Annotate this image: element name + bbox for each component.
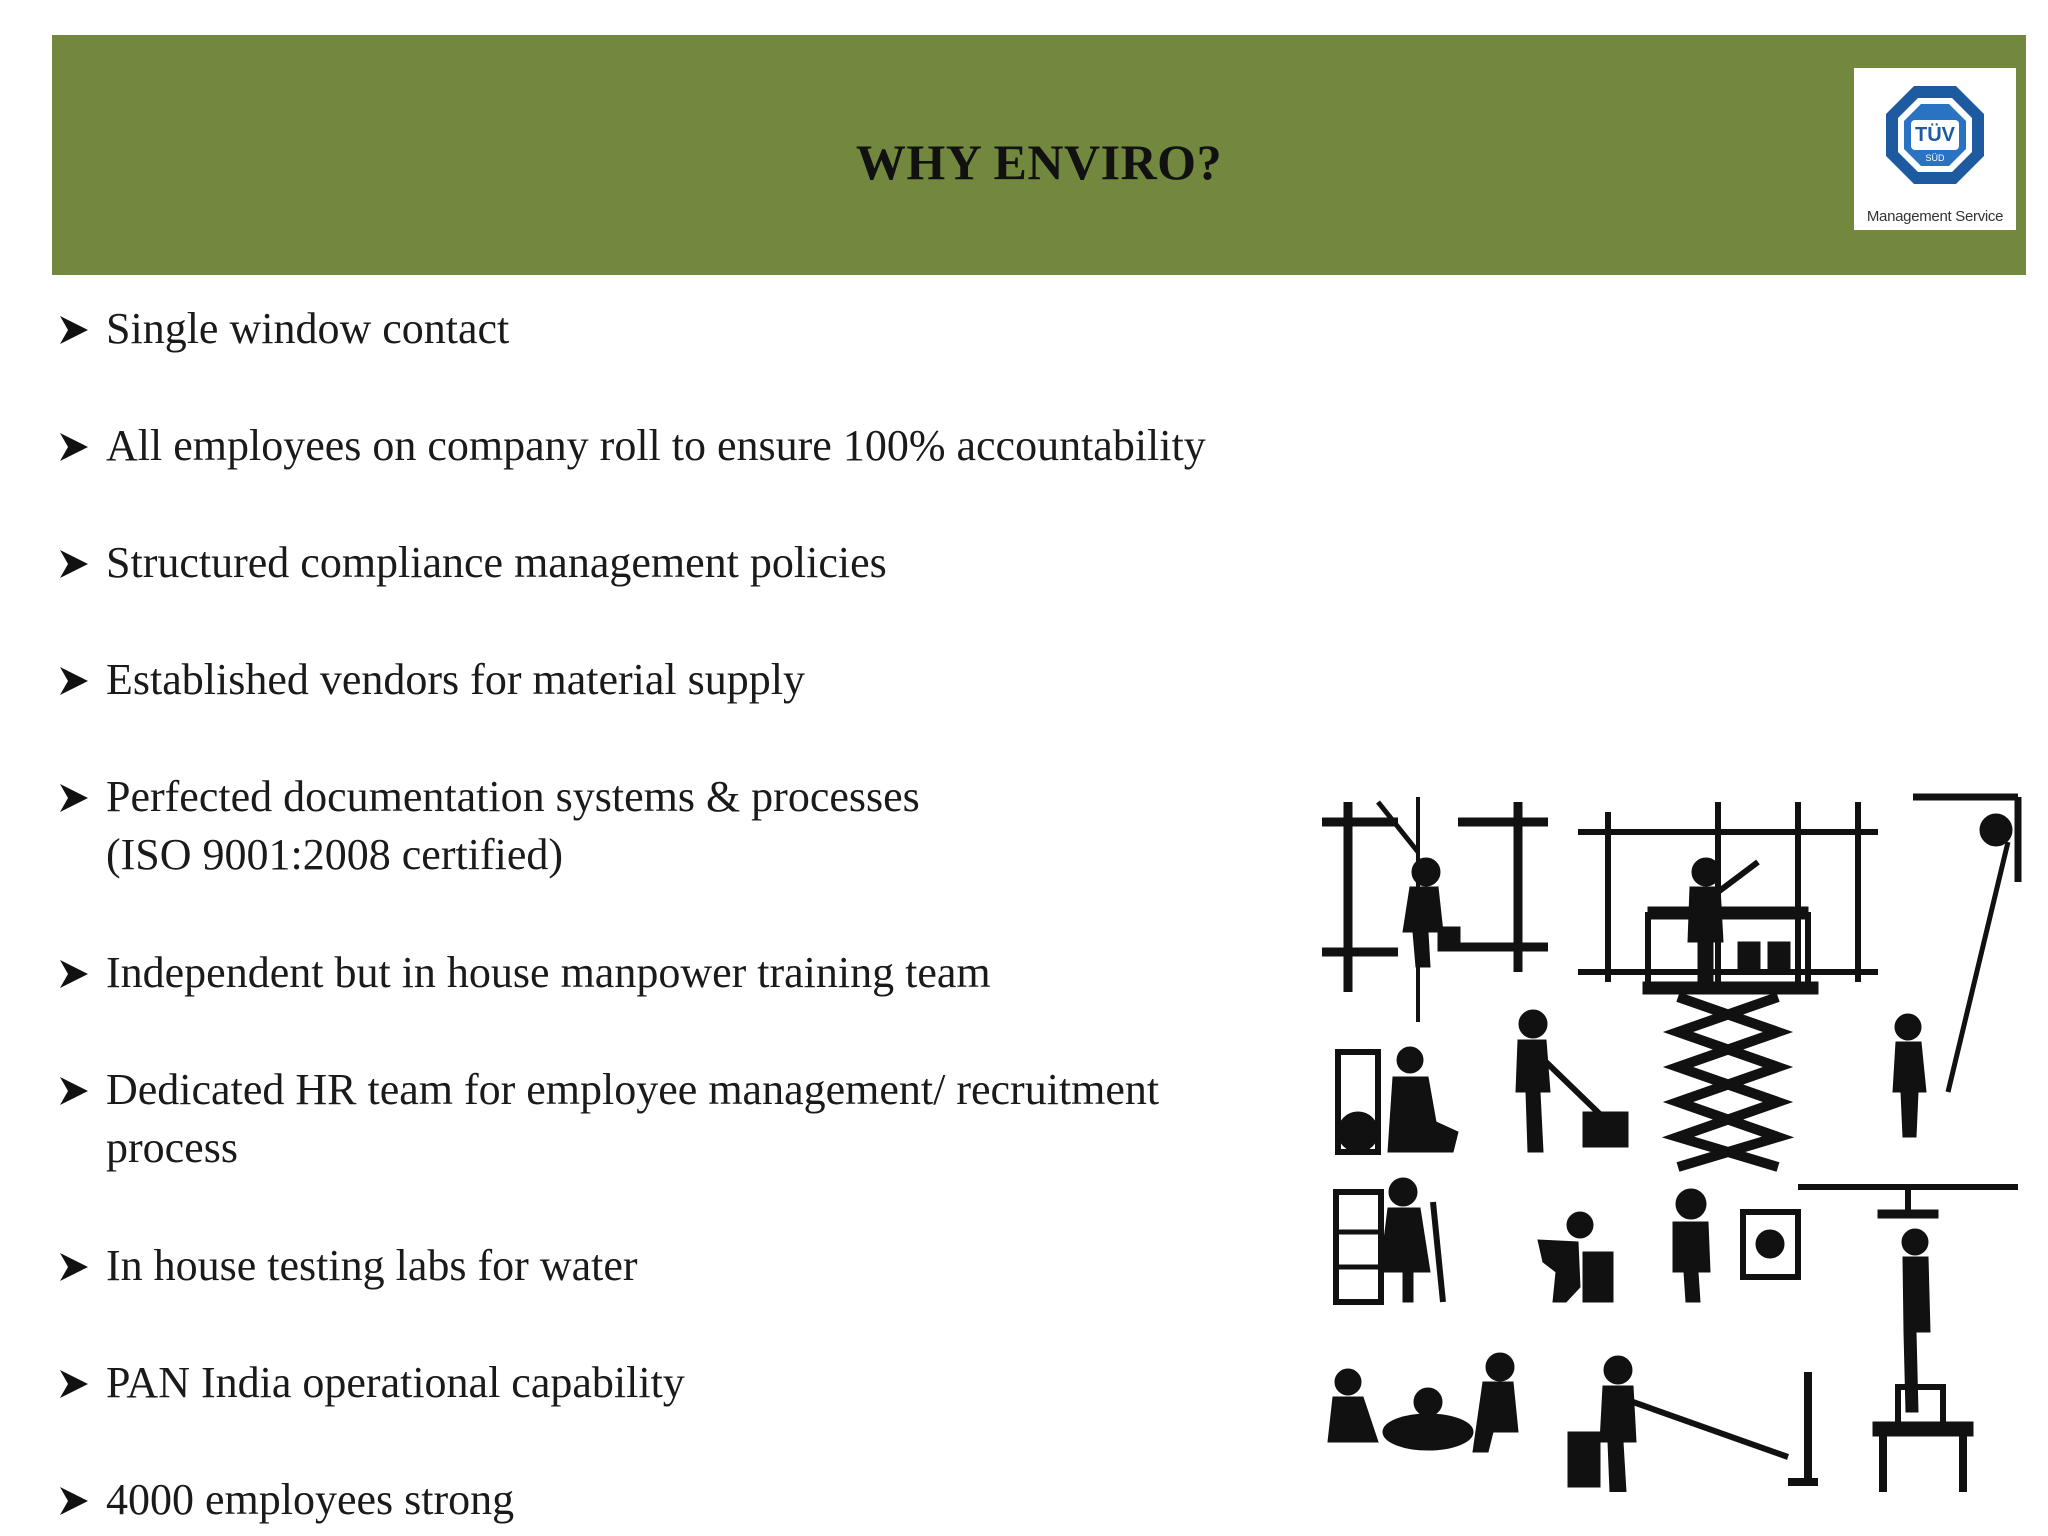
bullet-text: Dedicated HR team for employee management/ recruitment	[106, 1065, 1160, 1114]
arrow-bullet-icon	[58, 1075, 90, 1107]
bullet-text: Perfected documentation systems & processes	[106, 772, 920, 821]
tuv-sud-logo	[1854, 68, 2016, 230]
badge-text: TÜV	[1915, 124, 1955, 146]
bullet-item-7	[58, 1061, 1159, 1177]
tuv-badge-icon	[1854, 68, 2016, 208]
arrow-bullet-icon	[58, 314, 90, 346]
arrow-bullet-icon	[58, 958, 90, 990]
bullet-item-5	[58, 768, 920, 884]
slide-title: WHY ENVIRO?	[855, 134, 1223, 190]
bullet-item-10	[58, 1471, 514, 1529]
bullet-text: 4000 employees strong	[106, 1475, 515, 1524]
badge-sub: SÜD	[1925, 153, 1945, 163]
bullet-item-2	[58, 417, 1206, 475]
bullet-text: All employees on company roll to ensure 100% accountability	[106, 421, 1206, 470]
bullet-text: Structured compliance management policies	[106, 538, 887, 587]
bullet-text: Established vendors for material supply	[106, 655, 805, 704]
bullet-text: PAN India operational capability	[106, 1358, 685, 1407]
bullet-item-9	[58, 1354, 685, 1412]
bullet-text: Independent but in house manpower training team	[106, 948, 991, 997]
bullet-text: Single window contact	[106, 304, 510, 353]
arrow-bullet-icon	[58, 548, 90, 580]
bullet-text-continued: process	[106, 1123, 238, 1172]
bullet-item-3	[58, 534, 887, 592]
arrow-bullet-icon	[58, 782, 90, 814]
arrow-bullet-icon	[58, 431, 90, 463]
cleaning-workers-pictogram-icon	[1318, 792, 2022, 1492]
bullet-text: In house testing labs for water	[106, 1241, 638, 1290]
logo-caption: Management Service	[1866, 208, 2004, 225]
arrow-bullet-icon	[58, 1368, 90, 1400]
header-banner	[52, 35, 2026, 275]
bullet-item-8	[58, 1237, 638, 1295]
bullet-item-6	[58, 944, 991, 1002]
bullet-text-continued: (ISO 9001:2008 certified)	[106, 830, 563, 879]
bullet-item-1	[58, 300, 509, 358]
bullet-item-4	[58, 651, 805, 709]
arrow-bullet-icon	[58, 665, 90, 697]
arrow-bullet-icon	[58, 1485, 90, 1517]
arrow-bullet-icon	[58, 1251, 90, 1283]
